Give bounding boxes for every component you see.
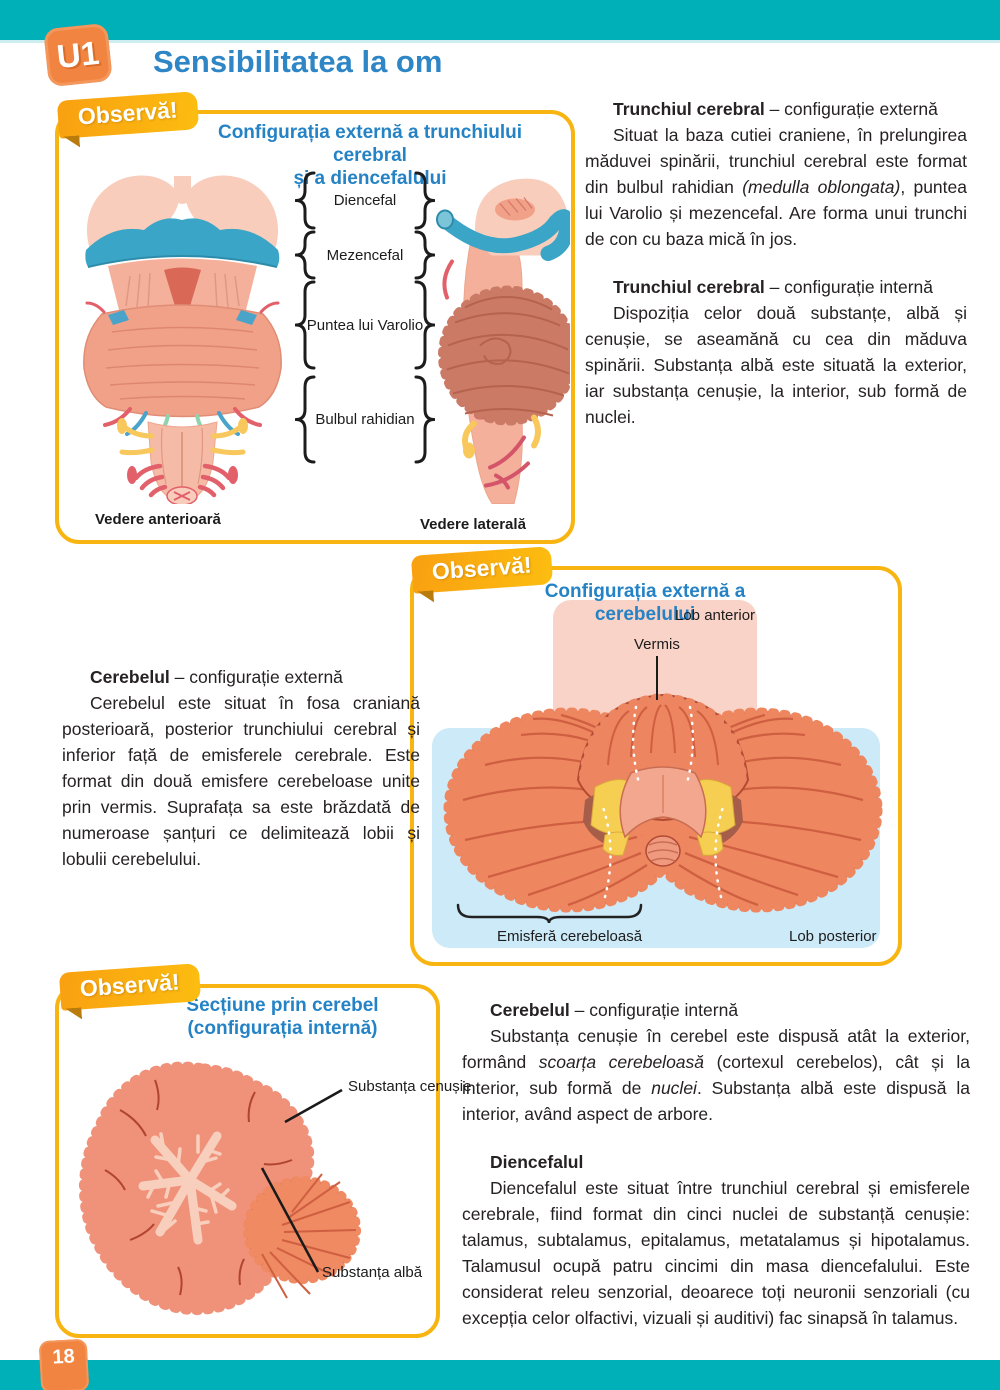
box-cerebel-intern-title (155, 994, 410, 1040)
label-vermis: Vermis (634, 636, 680, 653)
brainstem-anterior-illustration (70, 166, 295, 504)
heading-diencefal (462, 1149, 970, 1175)
top-bar (0, 0, 1000, 43)
label-emisfera-cerebeloasa: Emisferă cerebeloasă (497, 928, 643, 945)
label-diencefal: Diencefal (333, 192, 397, 209)
page-number-badge (39, 1339, 90, 1390)
box-cerebel-intern-title-line1: Secțiune prin cerebel (186, 995, 379, 1016)
heading-rest: – configurație externă (764, 99, 938, 119)
observa-label: Observă! (79, 968, 181, 1002)
heading-trunchi-extern (585, 96, 967, 122)
bottom-bar (0, 1360, 1000, 1390)
paragraph-text: Situat la baza cutiei craniene, în prelungirea măduvei spinării, trunchiul cerebral este format din bulbul rahidian (585, 125, 967, 197)
observa-label: Observă! (431, 551, 533, 585)
heading-trunchi-intern (585, 274, 967, 300)
paragraph-text: , puntea lui Varolio și mezencefal. Are forma unui trunchi de con cu baza mică în jos. (585, 177, 967, 249)
paragraph-trunchi-intern: Dispoziția celor două substanțe, albă și cenușie, se aseamănă cu cea din măduva spinării. Substanța albă este situată la exterior, iar substanța cenușie, la interior, sub formă de nuclei. (585, 303, 967, 427)
paragraph-cerebel-intern (462, 1023, 970, 1127)
heading-bold: Trunchiul cerebral (613, 277, 765, 297)
label-puntea-varolio: Puntea lui Varolio (306, 317, 424, 334)
observa-label: Observă! (77, 96, 179, 130)
box-cerebel-intern-title-line2: (configurația internă) (187, 1018, 378, 1040)
box-trunchi-title-line1: Configurația externă a trunchiului cerebral (217, 122, 523, 167)
paragraph-italic: (medulla oblongata) (742, 177, 901, 197)
label-lob-posterior: Lob posterior (789, 928, 877, 945)
label-bulbul-rahidian: Bulbul rahidian (315, 411, 415, 428)
page-title: Sensibilitatea la om (153, 44, 443, 79)
article-column-left-middle (62, 664, 420, 872)
unit-badge (43, 23, 113, 87)
caption-vedere-anterioara: Vedere anterioară (95, 511, 221, 528)
paragraph-diencefal: Diencefalul este situat între trunchiul cerebral și emisferele cerebrale, fiind format din cinci nuclei de substanță cenușie: talamus, subtalamus, epitalamus, metatalamus și hipotalamus. Talamusul ocupă patru cincimi din masa diencefalului. Este considerat releu senzorial, deoarece toți neuronii senzoriali (cu excepția celor olfactivi, vizuali și auditivi) fac sinapsă în talamus. (462, 1178, 970, 1328)
label-mezencefal: Mezencefal (326, 247, 404, 264)
heading-rest: – configurație internă (569, 1000, 739, 1020)
heading-cerebel-intern (462, 997, 970, 1023)
cerebellum-superior-illustration (433, 615, 893, 945)
unit-badge-label: U1 (55, 33, 101, 76)
paragraph-text: Substanța cenușie în cerebel este dispusă atât la exterior, formând (462, 1026, 970, 1072)
paragraph-italic: scoarța cerebeloasă (538, 1052, 705, 1072)
box-trunchi-title-line2: și a diencefalului (293, 168, 447, 190)
region-label-column (295, 168, 435, 468)
brainstem-lateral-illustration (420, 166, 570, 504)
article-column-right-top (585, 96, 967, 430)
heading-bold: Cerebelul (90, 667, 170, 687)
heading-rest: – configurație internă (764, 277, 934, 297)
article-column-right-bottom (462, 997, 970, 1331)
paragraph-italic: nuclei (651, 1078, 697, 1098)
emisfera-brace (452, 900, 647, 928)
label-substanta-alba: Substanța albă (322, 1264, 423, 1281)
caption-vedere-laterala: Vedere laterală (420, 516, 526, 533)
heading-rest: – configurație externă (169, 667, 343, 687)
page-number: 18 (51, 1345, 76, 1369)
label-substanta-cenusie: Substanța cenușie (348, 1078, 472, 1095)
paragraph-trunchi-extern (585, 122, 967, 252)
heading-bold: Diencefalul (490, 1152, 584, 1172)
box-cerebel-extern-title: Configurația externă a cerebelului (544, 581, 746, 626)
heading-bold: Cerebelul (490, 1000, 570, 1020)
heading-cerebel-extern (62, 664, 420, 690)
paragraph-text: . Substanța albă este dispusă la interior, având aspect de arbore. (462, 1078, 970, 1124)
label-lob-anterior: Lob anterior (675, 607, 756, 624)
paragraph-cerebel-extern: Cerebelul este situat în fosa craniană posterioară, posterior trunchiului cerebral și inferior față de emisferele cerebrale. Este format din două emisfere cerebeloase unite prin vermis. Suprafața sa este brăzdată de numeroase șanțuri ce delimitează lobii și lobulii cerebelului. (62, 693, 420, 869)
heading-bold: Trunchiul cerebral (613, 99, 765, 119)
paragraph-text: (cortexul cerebelos), cât și la interior, sub formă de (462, 1052, 970, 1098)
